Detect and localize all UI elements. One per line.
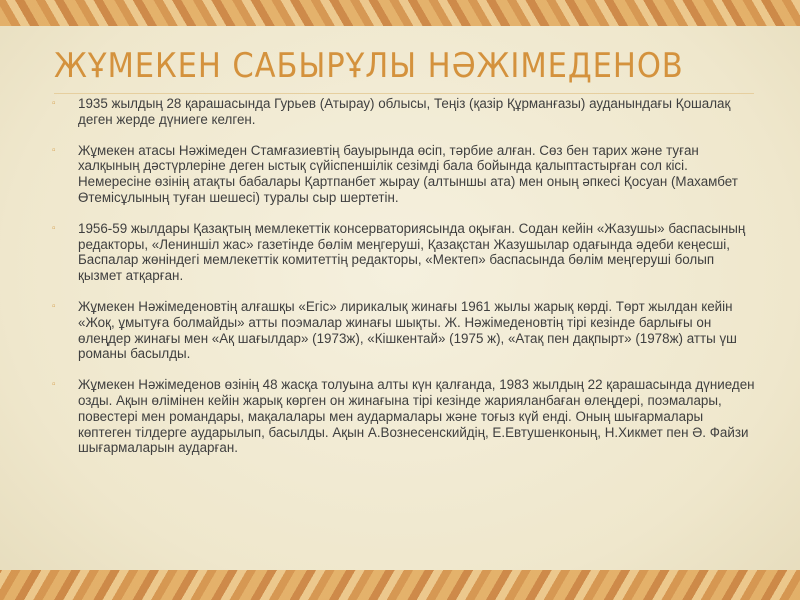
paragraph-upbringing	[52, 143, 758, 206]
paragraph-text: 1956-59 жылдары Қазақтың мемлекеттік консерваториясында оқыған. Содан кейін «Жазушы» баспасының редакторы, «Лениншіл жас» газетінде бөлім меңгеруші, Қазақстан Жазушылар одағында әдеби кеңесші, Баспалар жөніндегі мемлекеттік комитеттің редакторы, «Мектеп» баспасында бөлім меңгеруші болып қызмет атқарған.	[78, 220, 746, 284]
bottom-decorative-stripes	[0, 570, 800, 600]
paragraph-text: Жұмекен Нәжімеденовтің алғашқы «Егіс» лирикалық жинағы 1961 жылы жарық көрді. Төрт жылдан кейін «Жоқ, ұмытуға болмайды» атты поэмалар жинағы шықты. Ж. Нәжімеденовтің тірі кезінде барлығы он өлеңдер жинағы мен «Ақ шағылдар» (1973ж), «Кішкентай» (1975 ж), «Атақ пен дақпырт» (1978ж) атты үш романы басылды.	[78, 298, 737, 362]
paragraph-career	[52, 221, 758, 284]
slide-body	[52, 96, 758, 471]
paragraph-birth	[52, 96, 758, 128]
paragraph-works	[52, 299, 758, 362]
small-square-bullet-icon: ▫	[52, 300, 56, 312]
paragraph-text: 1935 жылдың 28 қарашасында Гурьев (Атырау) облысы, Теңіз (қазір Құрманғазы) ауданындағы Қошалақ деген жерде дүниеге келген.	[78, 96, 731, 127]
paragraph-death-legacy	[52, 377, 758, 456]
small-square-bullet-icon: ▫	[52, 98, 56, 109]
small-square-bullet-icon: ▫	[52, 379, 56, 391]
top-decorative-stripes	[0, 0, 800, 26]
paragraph-text: Жұмекен атасы Нәжімеден Стамғазиевтің бауырында өсіп, тәрбие алған. Сөз бен тарих және туған халқының дәстүрлеріне деген ыстық сүйіспеншілік сезімді бала бойында қалыптастырған сол кісі. Немересіне өзінің атақты бабалары Қартпанбет жырау (алтыншы ата) мен оның әпкесі Қосуан (Махамбет Өтемісұлының туған шешесі) туралы сыр шертетін.	[78, 142, 738, 205]
slide-title: ЖҰМЕКЕН САБЫРҰЛЫ НӘЖІМЕДЕНОВ	[54, 46, 684, 86]
small-square-bullet-icon: ▫	[52, 144, 56, 156]
paragraph-text: Жұмекен Нәжімеденов өзінің 48 жасқа толуына алты күн қалғанда, 1983 жылдың 22 қарашасында дүниеден озды. Ақын өлімінен кейін жарық көрген он жинағына тірі кезінде жарияланбаған өлеңдері, поэмалары, повестері мен романдары, мақалалары мен аудармалары және тоғыз күй енді. Оның шығармалары көптеген тілдерге аударылып, басылды. Ақын А.Вознесенскийдің, Е.Евтушенконың, Н.Хикмет пен Ә. Файзи шығармаларын аударған.	[78, 377, 755, 456]
small-square-bullet-icon: ▫	[52, 222, 56, 234]
title-divider	[54, 93, 754, 94]
